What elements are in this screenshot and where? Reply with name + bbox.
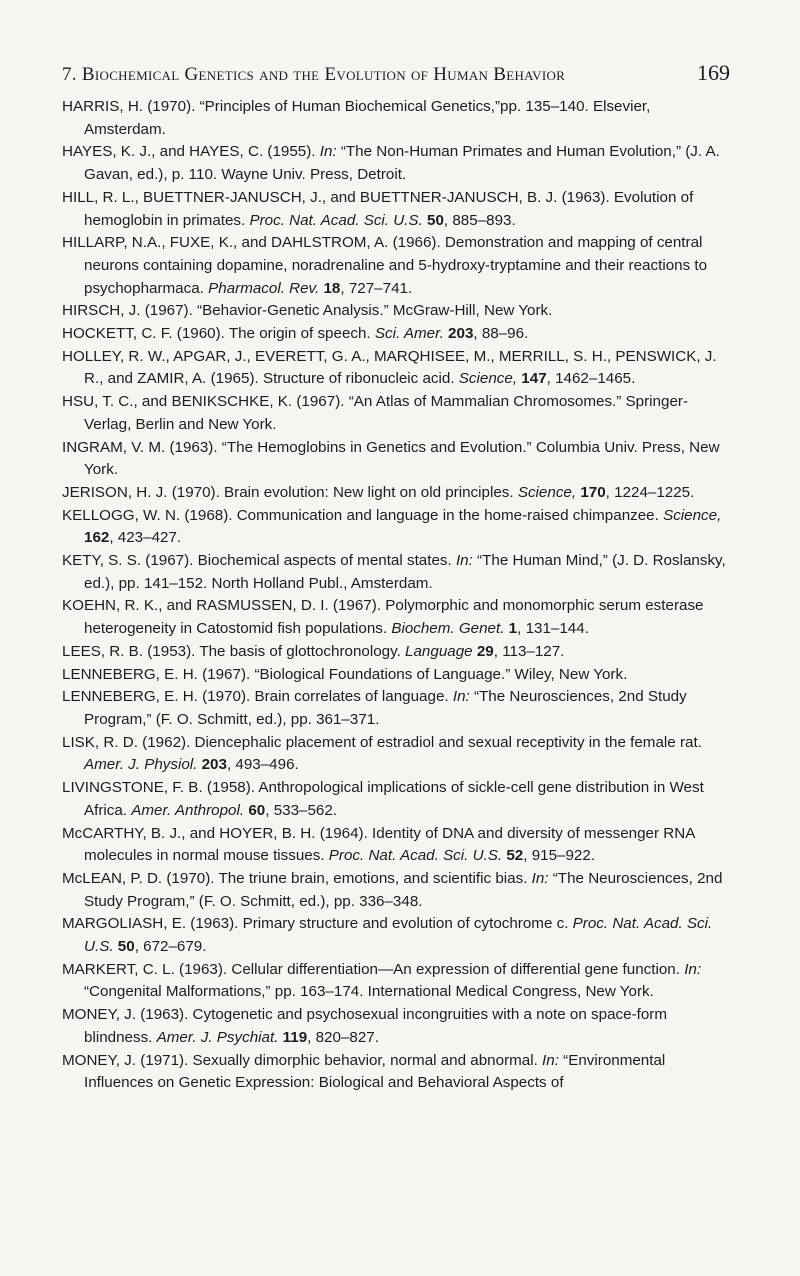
reference-text: McLEAN, P. D. (1970). The triune brain, emotions, and scientific bias. — [62, 869, 532, 887]
reference-entry — [62, 732, 730, 777]
reference-entry — [62, 777, 730, 822]
reference-journal: Pharmacol. Rev. — [208, 279, 320, 297]
reference-text: HIRSCH, J. (1967). “Behavior-Genetic Analysis.” McGraw-Hill, New York. — [62, 302, 553, 320]
reference-text: LENNEBERG, E. H. (1967). “Biological Foundations of Language.” Wiley, New York. — [62, 665, 628, 683]
reference-text: , 727–741. — [340, 279, 413, 297]
reference-entry — [62, 187, 730, 232]
reference-entry — [62, 913, 730, 958]
reference-text: , 533–562. — [265, 801, 338, 819]
reference-volume: 147 — [521, 370, 547, 388]
reference-volume: 170 — [580, 483, 606, 501]
reference-volume: 29 — [476, 642, 494, 660]
reference-volume: 162 — [84, 529, 110, 547]
reference-text: HAYES, K. J., and HAYES, C. (1955). — [62, 143, 320, 161]
reference-volume: 1 — [508, 620, 518, 638]
reference-text: KETY, S. S. (1967). Biochemical aspects of mental states. — [62, 552, 456, 570]
reference-text: HOLLEY, R. W., APGAR, J., EVERETT, G. A., MARQHISEE, M., MERRILL, S. H., PENSWICK, J. R., and ZAMIR, A. (1965). Structure of ribonucleic acid. — [62, 347, 717, 388]
reference-journal: In: — [319, 143, 337, 161]
reference-volume: 119 — [282, 1028, 308, 1046]
reference-text: HILL, R. L., BUETTNER-JANUSCH, J., and BUETTNER-JANUSCH, B. J. (1963). Evolution of hemoglobin in primates. — [62, 188, 694, 229]
reference-text: MARGOLIASH, E. (1963). Primary structure and evolution of cytochrome c. — [62, 915, 573, 933]
reference-text: MONEY, J. (1963). Cytogenetic and psychosexual incongruities with a note on space-form blindness. — [62, 1006, 667, 1046]
reference-entry — [62, 505, 730, 550]
reference-journal: In: — [455, 552, 473, 570]
reference-text: , 1224–1225. — [605, 483, 695, 501]
reference-journal: Amer. Anthropol. — [131, 801, 245, 819]
reference-text: “The Human Mind,” (J. D. Roslansky, ed.), pp. 141–152. North Holland Publ., Amsterdam. — [84, 552, 726, 592]
reference-entry — [62, 96, 730, 141]
reference-journal: In: — [542, 1051, 559, 1069]
reference-entry — [62, 437, 730, 482]
reference-journal: Amer. J. Psychiat. — [156, 1028, 279, 1046]
reference-entry — [62, 595, 730, 640]
reference-entry — [62, 641, 730, 664]
reference-entry — [62, 141, 730, 186]
reference-journal: In: — [684, 960, 702, 978]
reference-text: LISK, R. D. (1962). Diencephalic placement of estradiol and sexual receptivity in the female rat. — [62, 733, 702, 751]
reference-text: McCARTHY, B. J., and HOYER, B. H. (1964). Identity of DNA and diversity of messenger RNA molecules in normal mouse tissues. — [62, 824, 695, 865]
reference-text: , 423–427. — [109, 529, 182, 547]
reference-entry — [62, 1004, 730, 1049]
reference-text: JERISON, H. J. (1970). Brain evolution: New light on old principles. — [62, 483, 518, 501]
reference-journal: Science, — [458, 370, 518, 388]
reference-journal: Amer. J. Physiol. — [84, 756, 198, 774]
reference-entry — [62, 664, 730, 687]
reference-text: HSU, T. C., and BENIKSCHKE, K. (1967). “An Atlas of Mammalian Chromosomes.” Springer-Verlag, Berlin and New York. — [62, 393, 689, 433]
page-number: 169 — [697, 60, 730, 85]
reference-text: KOEHN, R. K., and RASMUSSEN, D. I. (1967). Polymorphic and monomorphic serum esterase heterogeneity in Catostomid fish populations. — [62, 597, 704, 638]
reference-journal: In: — [531, 869, 549, 887]
reference-text: INGRAM, V. M. (1963). “The Hemoglobins in Genetics and Evolution.” Columbia Univ. Press, New York. — [62, 438, 720, 479]
reference-entry — [62, 823, 730, 868]
reference-list — [62, 96, 730, 1095]
reference-journal: Science, — [517, 483, 577, 501]
reference-journal: Proc. Nat. Acad. Sci. U.S. — [249, 211, 423, 229]
reference-text: , 820–827. — [307, 1028, 379, 1046]
reference-text: HARRIS, H. (1970). “Principles of Human Biochemical Genetics,”pp. 135–140. Elsevier, Amsterdam. — [62, 98, 651, 138]
reference-journal: In: — [452, 688, 470, 706]
reference-text: KELLOGG, W. N. (1968). Communication and language in the home-raised chimpanzee. — [62, 506, 664, 524]
reference-text: “The Neurosciences, 2nd Study Program,” (F. O. Schmitt, ed.), pp. 336–348. — [84, 869, 723, 910]
reference-text: MARKERT, C. L. (1963). Cellular differentiation—An expression of differential gene function. — [62, 960, 685, 978]
reference-text: , 131–144. — [517, 620, 589, 638]
reference-text: LENNEBERG, E. H. (1970). Brain correlates of language. — [62, 688, 453, 706]
reference-text: , 113–127. — [493, 642, 565, 660]
reference-entry — [62, 550, 730, 595]
reference-volume: 50 — [117, 938, 135, 956]
reference-entry — [62, 686, 730, 731]
reference-journal: Language — [405, 642, 473, 660]
reference-volume: 203 — [201, 756, 227, 774]
reference-text: , 1462–1465. — [546, 370, 636, 388]
reference-journal: Proc. Nat. Acad. Sci. U.S. — [328, 847, 503, 865]
chapter-title: 7. Biochemical Genetics and the Evolution of Human Behavior — [62, 64, 566, 85]
reference-text: LEES, R. B. (1953). The basis of glottochronology. — [62, 642, 406, 660]
reference-text: , 493–496. — [226, 756, 299, 774]
reference-text: “Congenital Malformations,” pp. 163–174. International Medical Congress, New York. — [84, 983, 654, 1001]
reference-entry — [62, 482, 730, 505]
reference-text: HILLARP, N.A., FUXE, K., and DAHLSTROM, A. (1966). Demonstration and mapping of central neurons containing dopamine, noradrenaline and 5-hydroxy-tryptamine and their reactions to psychopharmaca. — [62, 234, 708, 297]
reference-text: , 885–893. — [443, 211, 516, 229]
reference-volume: 52 — [506, 847, 524, 865]
reference-volume: 60 — [248, 801, 266, 819]
reference-volume: 203 — [448, 325, 474, 343]
reference-entry — [62, 391, 730, 436]
running-header — [62, 60, 730, 86]
reference-text: , 915–922. — [523, 847, 596, 865]
reference-journal: Science, — [663, 506, 722, 524]
reference-text: “The Neurosciences, 2nd Study Program,” (F. O. Schmitt, ed.), pp. 361–371. — [84, 688, 687, 728]
reference-entry — [62, 232, 730, 300]
reference-volume: 50 — [427, 211, 444, 229]
reference-journal: Sci. Amer. — [374, 325, 444, 343]
reference-journal: Proc. Nat. Acad. Sci. U.S. — [84, 915, 713, 956]
reference-text: “Environmental Influences on Genetic Expression: Biological and Behavioral Aspects of — [84, 1051, 666, 1092]
reference-entry — [62, 346, 730, 391]
reference-text: MONEY, J. (1971). Sexually dimorphic behavior, normal and abnormal. — [62, 1051, 543, 1069]
reference-volume: 18 — [323, 279, 341, 297]
reference-entry — [62, 300, 730, 323]
reference-text: HOCKETT, C. F. (1960). The origin of speech. — [62, 325, 375, 343]
reference-entry — [62, 323, 730, 346]
reference-journal: Biochem. Genet. — [391, 620, 505, 638]
reference-text: LIVINGSTONE, F. B. (1958). Anthropological implications of sickle-cell gene distribution in West Africa. — [62, 779, 704, 819]
reference-text: , 88–96. — [473, 325, 529, 343]
reference-text: , 672–679. — [134, 938, 207, 956]
reference-entry — [62, 1050, 730, 1095]
reference-text: “The Non-Human Primates and Human Evolution,” (J. A. Gavan, ed.), p. 110. Wayne Univ. Press, Detroit. — [84, 143, 720, 184]
reference-entry — [62, 868, 730, 913]
reference-entry — [62, 959, 730, 1004]
